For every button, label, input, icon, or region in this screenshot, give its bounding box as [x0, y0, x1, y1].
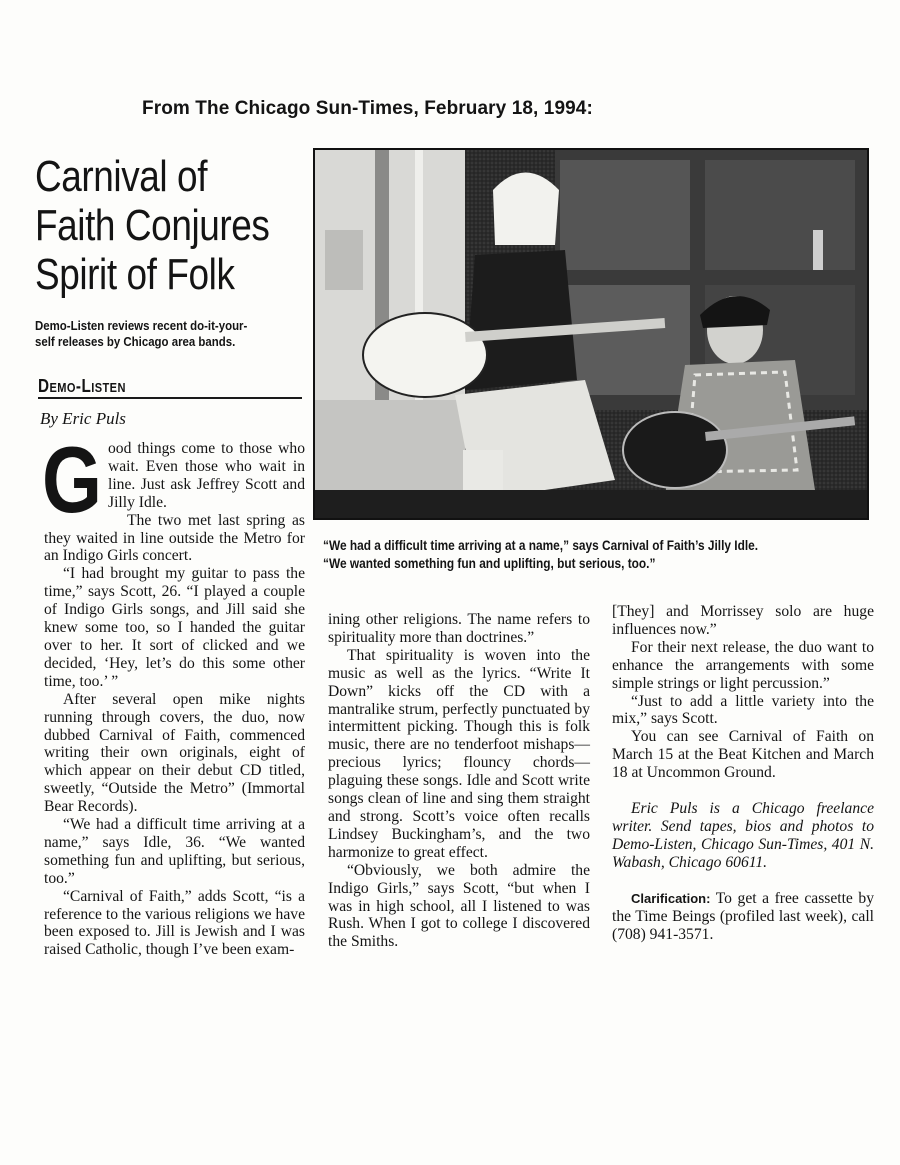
- deck-line-1: Demo-Listen reviews recent do-it-your-: [35, 318, 248, 333]
- clarification-text: To get a free cassette by the Time Beings (profiled last week), call (708) 941-3571.: [612, 889, 874, 943]
- article-column-1: [42, 427, 305, 959]
- article-paragraph: ining other religions. The name refers to spirituality more than doctrines.”: [328, 611, 590, 646]
- article-paragraph: “We had a difficult time arriving at a name,” says Idle, 36. “We wanted something fun and uplifting, but serious, too.”: [44, 816, 305, 887]
- deck: [35, 318, 281, 350]
- article-paragraph: You can see Carnival of Faith on March 15 at the Beat Kitchen and March 18 at Uncommon Ground.: [612, 728, 874, 782]
- column-head: Demo-Listen: [38, 376, 126, 396]
- photo-caption: [323, 537, 758, 573]
- author-note: Eric Puls is a Chicago freelance writer. Send tapes, bios and photos to Demo-Listen, Chicago Sun-Times, 401 N. Wabash, Chicago 60611.: [612, 800, 874, 871]
- deck-line-2: self releases by Chicago area bands.: [35, 334, 236, 349]
- article-paragraph: The two met last spring as they waited in line outside the Metro for an Indigo Girls concert.: [44, 511, 305, 565]
- byline: By Eric Puls: [40, 409, 126, 428]
- band-photo-illustration: [315, 150, 867, 518]
- caption-line-2: “We wanted something fun and uplifting, but serious, too.”: [323, 556, 656, 571]
- article-paragraph: “Just to add a little variety into the mix,” says Scott.: [612, 692, 874, 728]
- headline: [35, 152, 270, 299]
- headline-line-2: Faith Conjures: [35, 201, 270, 250]
- headline-line-1: Carnival of: [35, 152, 208, 201]
- article-paragraph: “Obviously, we both admire the Indigo Girls,” says Scott, “but when I was in high school, all I listened to was Rush. When I got to college I discovered the Smiths.: [328, 861, 590, 951]
- article-paragraph: “I had brought my guitar to pass the time,” says Scott, 26. “I played a couple of Indigo Girls songs, and Jill said she knew some too, so I handed the guitar over to her. It sort of clicked and we decided, ‘Hey, let’s do this some other time, too.’ ”: [44, 565, 305, 690]
- article-paragraph: After several open mike nights running through covers, the duo, now dubbed Carnival of Faith, commenced writing their own originals, eight of which appear on their debut CD titled, sweetly, “Outside the Metro” (Immortal Bear Records).: [44, 690, 305, 816]
- source-line: From The Chicago Sun-Times, February 18, 1994:: [142, 98, 593, 119]
- article-paragraph: “Carnival of Faith,” adds Scott, “is a reference to the various religions we have been exposed to. Jill is Jewish and I was raised Catholic, though I’ve been exam-: [44, 887, 305, 959]
- article-paragraph: That spirituality is woven into the music as well as the lyrics. “Write It Down” kicks off the CD with a mantralike strum, perfectly punctuated by intermittent picking. Though this is folk music, there are no tenderfoot mishaps—precious lyrics; flouncy chords—plaguing these songs. Idle and Scott write songs clean of line and sing them straight and strong. Scott’s voice often recalls Lindsey Buckingham’s, and the two harmonize to great effect.: [328, 646, 590, 861]
- column-head-rule: [38, 397, 302, 399]
- band-photo: [313, 148, 869, 520]
- article-column-3: [612, 603, 874, 943]
- headline-line-3: Spirit of Folk: [35, 250, 235, 299]
- clarification: [612, 890, 874, 944]
- article-paragraph: [They] and Morrissey solo are huge influences now.”: [612, 603, 874, 638]
- clarification-label: Clarification:: [631, 890, 711, 906]
- article-paragraph: For their next release, the duo want to enhance the arrangements with some simple strings or light percussion.”: [612, 638, 874, 692]
- article-column-2: [328, 611, 590, 951]
- drop-cap: G: [42, 427, 102, 532]
- article-paragraph: ood things come to those who wait. Even those who wait in line. Just ask Jeffrey Scott and Jilly Idle.: [108, 440, 305, 511]
- caption-line-1: “We had a difficult time arriving at a name,” says Carnival of Faith’s Jilly Idle.: [323, 538, 759, 553]
